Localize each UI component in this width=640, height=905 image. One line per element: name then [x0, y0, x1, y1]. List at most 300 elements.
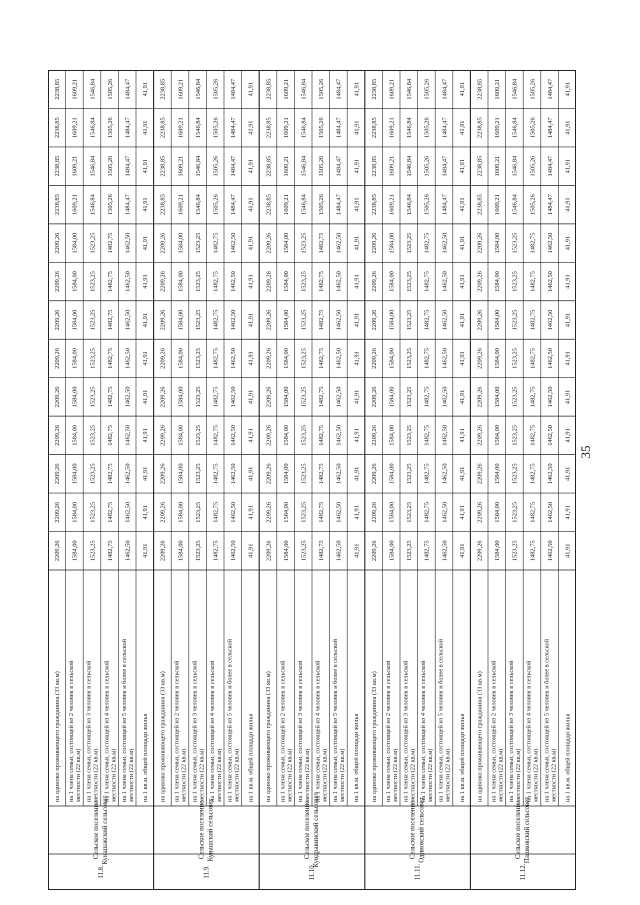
table-cell-value: 1523,25	[300, 540, 308, 562]
table-cell-value: 41,91	[564, 505, 572, 520]
table-cell-value: 41,91	[142, 466, 150, 482]
table-cell-value: 1609,21	[388, 117, 396, 139]
table-cell-value: 2209,26	[370, 348, 378, 369]
table-cell-value: 1584,00	[177, 386, 185, 408]
table-cell-value: 1462,50	[124, 271, 132, 292]
table-cell-value: 41,91	[142, 235, 150, 251]
table-cell-value: 2209,26	[159, 386, 167, 408]
table-cell-value: 1484,47	[546, 194, 554, 216]
table-cell-value: 1462,50	[546, 386, 554, 408]
settlement-name-line: Сельское поселение	[515, 800, 523, 860]
table-cell-value: 1482,75	[423, 501, 431, 523]
table-cell-value: 2209,26	[370, 463, 378, 485]
table-cell-value: 1462,50	[441, 348, 449, 369]
table-cell-value: 1505,26	[106, 155, 114, 177]
table-cell-value: 1462,50	[124, 348, 132, 369]
table-cell-value: 1546,84	[300, 78, 308, 100]
table-cell-value: 2209,26	[54, 501, 62, 523]
table-cell-value: 1609,21	[494, 194, 502, 216]
table-cell-value: 1505,26	[318, 155, 326, 177]
table-cell-value: 41,91	[458, 197, 466, 212]
row-label: местности (22 кв.м)	[303, 748, 311, 802]
table-cell-value: 1584,00	[71, 424, 79, 446]
table-cell-value: 1505,26	[212, 117, 220, 139]
table-cell-value: 1609,21	[177, 155, 185, 177]
table-cell-value: 41,91	[353, 389, 361, 405]
row-label: местности (22 кв.м)	[515, 748, 523, 802]
table-cell-value: 1584,00	[282, 540, 290, 562]
table-cell-value: 1505,26	[529, 117, 537, 139]
table-cell-value: 1482,75	[106, 232, 114, 254]
table-cell-value: 1505,26	[318, 78, 326, 100]
table-cell-value: 1462,50	[546, 271, 554, 292]
row-label: на 1 члена семьи, состоящей из 2 человек в сельской	[68, 660, 76, 802]
table-cell-value: 1482,75	[318, 309, 326, 331]
table-cell-value: 41,91	[142, 428, 150, 443]
table-cell-value: 1523,25	[194, 540, 202, 562]
table-cell-value: 41,91	[564, 312, 572, 328]
table-cell-value: 1482,75	[106, 271, 114, 292]
table-cell-value: 1505,26	[106, 78, 114, 100]
table-cell-value: 1462,50	[335, 424, 343, 446]
table-cell-value: 1584,00	[388, 309, 396, 331]
table-cell-value: 1523,25	[194, 501, 202, 523]
table-cell-value: 1584,00	[388, 386, 396, 408]
table-cell-value: 1462,50	[124, 424, 132, 446]
table-cell-value: 1484,47	[335, 155, 343, 177]
table-cell-value: 1523,25	[89, 348, 97, 369]
section-index: 11.9.	[203, 865, 211, 879]
table-cell-value: 2209,26	[159, 424, 167, 446]
table-cell-value: 1546,84	[511, 194, 519, 216]
table-cell-value: 1482,75	[423, 386, 431, 408]
table-cell-value: 1546,84	[194, 194, 202, 216]
table-cell-value: 1584,00	[282, 309, 290, 331]
table-cell-value: 1462,50	[335, 501, 343, 523]
table-cell-value: 1462,50	[546, 540, 554, 562]
table-cell-value: 1462,50	[441, 463, 449, 485]
table-cell-value: 1584,00	[177, 232, 185, 254]
table-cell-value: 2209,26	[159, 540, 167, 562]
settlement-name-line: Пашковский сельсовет	[524, 796, 532, 864]
page-number: 35	[578, 445, 593, 459]
table-cell-value: 1523,25	[194, 348, 202, 369]
table-cell-value: 41,91	[564, 120, 572, 135]
table-cell-value: 1482,75	[212, 540, 220, 562]
table-cell-value: 1482,75	[318, 271, 326, 292]
table-cell-value: 1609,21	[177, 117, 185, 139]
table-cell-value: 1462,50	[124, 309, 132, 331]
table-cell-value: 1462,50	[546, 501, 554, 523]
table-cell-value: 41,91	[353, 505, 361, 520]
row-label: на одиноко проживающего гражданина (33 кв.м)	[159, 671, 167, 802]
table-cell-value: 1584,00	[494, 232, 502, 254]
table-cell-value: 1523,25	[406, 271, 414, 292]
row-label: местности (22 кв.м)	[233, 748, 241, 802]
table-cell-value: 1584,00	[494, 348, 502, 369]
table-cell-value: 1584,00	[494, 540, 502, 562]
table-cell-value: 41,91	[564, 428, 572, 443]
row-label: местности (22 кв.м)	[550, 748, 558, 802]
row-label: на 1 члена семьи, состоящей из 4 человек в сельской	[103, 660, 111, 802]
row-label: на 1 кв.м. общей площади жилья	[142, 713, 149, 802]
table-cell-value: 41,91	[353, 428, 361, 443]
table-cell-value: 1584,00	[494, 501, 502, 523]
table-cell-value: 41,91	[458, 428, 466, 443]
table-cell-value: 1505,26	[212, 78, 220, 100]
table-cell-value: 1505,26	[423, 194, 431, 216]
row-label: местности (22 кв.м)	[321, 748, 329, 802]
table-cell-value: 1523,25	[194, 232, 202, 254]
table-cell-value: 1523,25	[89, 232, 97, 254]
row-label: местности (22 кв.м)	[339, 748, 347, 802]
table-cell-value: 41,91	[142, 389, 150, 405]
settlement-name-line: Сельское поселение	[198, 800, 206, 860]
table-cell-value: 1584,00	[282, 386, 290, 408]
settlement-name	[515, 797, 531, 863]
table-cell-value: 1523,25	[89, 540, 97, 562]
table-cell-value: 1523,25	[194, 386, 202, 408]
table-cell-value: 1482,75	[423, 540, 431, 562]
table-cell-value: 1482,75	[318, 232, 326, 254]
table-cell-value: 1523,25	[300, 386, 308, 408]
table-cell-value: 41,91	[564, 82, 572, 97]
table-cell-value: 1609,21	[282, 117, 290, 139]
row-label: местности (22 кв.м)	[110, 748, 118, 802]
table-cell-value: 1546,84	[406, 117, 414, 139]
table-cell-value: 2209,26	[476, 386, 484, 408]
table-cell-value: 2209,26	[54, 424, 62, 446]
table-cell-value: 1462,50	[335, 463, 343, 485]
table-cell-value: 41,91	[142, 120, 150, 135]
table-cell-value: 1546,84	[89, 78, 97, 100]
row-label: на одиноко проживающего гражданина (33 кв.м)	[265, 671, 273, 802]
table-cell-value: 41,91	[564, 197, 572, 212]
table-cell-value: 1462,50	[124, 463, 132, 485]
table-cell-value: 1462,50	[124, 540, 132, 562]
row-label: на 1 члена семьи, состоящей из 3 человек в сельской	[191, 660, 199, 802]
table-cell-value: 1482,75	[212, 309, 220, 331]
table-cell-value: 41,91	[247, 197, 255, 212]
table-cell-value: 1584,00	[494, 309, 502, 331]
table-cell-value: 1482,75	[529, 386, 537, 408]
table-cell-value: 1584,00	[71, 348, 79, 369]
table-cell-value: 1484,47	[335, 78, 343, 100]
table-cell-value: 1523,25	[511, 348, 519, 369]
table-cell-value: 41,91	[353, 312, 361, 328]
table-cell-value: 1584,00	[494, 386, 502, 408]
table-cell-value: 41,91	[353, 543, 361, 558]
table-cell-value: 41,91	[564, 466, 572, 482]
table-cell-value: 1523,25	[300, 348, 308, 369]
table-cell-value: 1462,50	[335, 232, 343, 254]
table-cell-value: 1505,26	[212, 155, 220, 177]
row-label: на 1 кв.м. общей площади жилья	[564, 713, 572, 802]
table-cell-value: 1482,75	[212, 424, 220, 446]
table-cell-value: 1482,75	[318, 424, 326, 446]
table-cell-value: 41,91	[458, 389, 466, 405]
table-cell-value: 1482,75	[529, 309, 537, 331]
table-cell-value: 1584,00	[282, 424, 290, 446]
table-cell-value: 1609,21	[282, 155, 290, 177]
table-cell-value: 1584,00	[177, 424, 185, 446]
table-cell-value: 1462,50	[335, 348, 343, 369]
row-label: на одиноко проживающего гражданина (33 кв.м)	[476, 671, 484, 802]
row-label: на 1 кв.м. общей площади жилья	[247, 713, 255, 802]
table-cell-value: 1523,25	[300, 271, 308, 292]
table-cell-value: 41,91	[247, 82, 255, 97]
table-cell-value: 1484,47	[230, 155, 238, 177]
table-cell-value: 41,91	[247, 158, 255, 174]
table-cell-value: 1505,26	[423, 78, 431, 100]
table-cell-value: 1546,84	[300, 117, 308, 139]
table-cell-value: 1523,25	[89, 386, 97, 408]
table-cell-value: 1462,50	[546, 232, 554, 254]
table-cell-value: 41,91	[458, 120, 466, 135]
settlement-name-line: Кунашский сельсовет	[207, 798, 215, 862]
table-cell-value: 41,91	[142, 274, 150, 289]
table-cell-value: 2209,26	[370, 386, 378, 408]
row-label: на 1 кв.м. общей площади жилья	[458, 713, 466, 802]
table-cell-value: 1484,47	[124, 194, 132, 216]
table-cell-value: 2238,85	[370, 194, 378, 216]
table-cell-value: 1546,84	[511, 155, 519, 177]
table-cell-value: 1523,25	[406, 348, 414, 369]
table-cell-value: 1462,50	[335, 309, 343, 331]
table-cell-value: 1482,75	[106, 463, 114, 485]
table-cell-value: 1482,75	[529, 463, 537, 485]
table-cell-value: 2209,26	[159, 463, 167, 485]
table-cell-value: 1609,21	[494, 117, 502, 139]
settlement-name	[410, 797, 426, 863]
section-index: 11.12.	[520, 863, 528, 881]
table-cell-value: 1482,75	[423, 424, 431, 446]
table-cell-value: 1584,00	[71, 271, 79, 292]
table-cell-value: 41,91	[247, 351, 255, 366]
table-cell-value: 1584,00	[388, 501, 396, 523]
table-cell-value: 41,91	[353, 466, 361, 482]
tariff-table-grid	[48, 70, 576, 890]
tariff-table	[48, 70, 576, 890]
row-label: на 1 члена семьи, состоящей из 5 человек и более в сельской	[120, 639, 128, 802]
table-cell-value: 2238,85	[476, 117, 484, 139]
table-cell-value: 1546,84	[194, 155, 202, 177]
table-cell-value: 1462,50	[546, 463, 554, 485]
row-label: на 1 члена семьи, состоящей из 4 человек в сельской	[525, 660, 533, 802]
table-cell-value: 1584,00	[177, 348, 185, 369]
table-cell-value: 1482,75	[212, 271, 220, 292]
table-cell-value: 2238,85	[159, 117, 167, 139]
table-cell-value: 1523,25	[511, 424, 519, 446]
table-cell-value: 1609,21	[494, 155, 502, 177]
table-cell-value: 2238,85	[54, 117, 62, 139]
row-label: на 1 члена семьи, состоящей из 3 человек в сельской	[508, 660, 516, 802]
table-cell-value: 41,91	[353, 120, 361, 135]
table-cell-value: 1484,47	[335, 194, 343, 216]
table-cell-value: 1609,21	[71, 117, 79, 139]
table-cell-value: 2238,85	[54, 78, 62, 100]
table-cell-value: 1482,75	[318, 386, 326, 408]
table-cell-value: 1523,25	[511, 540, 519, 562]
row-label: местности (22 кв.м)	[180, 748, 188, 802]
table-cell-value: 41,91	[458, 82, 466, 97]
table-cell-value: 1523,25	[406, 424, 414, 446]
table-cell-value: 41,91	[353, 274, 361, 289]
table-cell-value: 2209,26	[54, 309, 62, 331]
table-cell-value: 1482,75	[529, 271, 537, 292]
table-cell-value: 1505,26	[212, 194, 220, 216]
table-cell-value: 1584,00	[388, 424, 396, 446]
table-cell-value: 1462,50	[546, 309, 554, 331]
row-label: на 1 члена семьи, состоящей из 3 человек в сельской	[296, 660, 304, 802]
table-cell-value: 1546,84	[511, 117, 519, 139]
table-cell-value: 2238,85	[370, 78, 378, 100]
table-cell-value: 1609,21	[388, 155, 396, 177]
table-cell-value: 41,91	[564, 351, 572, 366]
table-cell-value: 1484,47	[441, 194, 449, 216]
table-cell-value: 1484,47	[441, 78, 449, 100]
row-label: на 1 кв.м. общей площади жилья	[353, 713, 361, 802]
table-cell-value: 2209,26	[265, 540, 273, 562]
table-cell-value: 2209,26	[476, 309, 484, 331]
table-cell-value: 2209,26	[54, 463, 62, 485]
table-cell-value: 1584,00	[71, 463, 79, 485]
table-cell-value: 2238,85	[370, 155, 378, 177]
table-cell-value: 1584,00	[71, 540, 79, 562]
row-label: местности (22 кв.м)	[127, 748, 135, 802]
table-cell-value: 2209,26	[476, 271, 484, 292]
table-cell-value: 1482,75	[318, 501, 326, 523]
table-cell-value: 1484,47	[441, 155, 449, 177]
table-cell-value: 1505,26	[106, 194, 114, 216]
table-cell-value: 1462,50	[230, 271, 238, 292]
table-cell-value: 2209,26	[476, 348, 484, 369]
table-cell-value: 1462,50	[441, 540, 449, 562]
table-cell-value: 1609,21	[71, 155, 79, 177]
row-label: местности (22 кв.м)	[409, 748, 417, 802]
table-cell-value: 41,91	[142, 82, 150, 97]
table-cell-value: 1462,50	[441, 386, 449, 408]
table-cell-value: 41,91	[247, 120, 255, 135]
table-cell-value: 41,91	[564, 235, 572, 251]
table-cell-value: 1462,50	[124, 386, 132, 408]
row-label: местности (22 кв.м)	[427, 748, 435, 802]
table-cell-value: 41,91	[247, 543, 255, 558]
table-cell-value: 2238,85	[159, 78, 167, 100]
table-cell-value: 1523,25	[300, 309, 308, 331]
table-cell-value: 1609,21	[388, 78, 396, 100]
table-cell-value: 1462,50	[546, 348, 554, 369]
table-cell-value: 2238,85	[159, 155, 167, 177]
table-cell-value: 1462,50	[230, 501, 238, 523]
table-cell-value: 41,91	[247, 274, 255, 289]
table-cell-value: 1505,26	[529, 78, 537, 100]
table-cell-value: 1482,75	[423, 309, 431, 331]
table-cell-value: 1609,21	[388, 194, 396, 216]
table-cell-value: 1523,25	[511, 271, 519, 292]
row-label: на 1 члена семьи, состоящей из 5 человек и более в сельской	[332, 639, 340, 802]
table-cell-value: 1482,75	[212, 232, 220, 254]
table-cell-value: 2209,26	[476, 463, 484, 485]
table-cell-value: 1482,75	[106, 540, 114, 562]
row-label: на одиноко проживающего гражданина (33 кв.м)	[370, 671, 378, 802]
table-cell-value: 1523,25	[194, 271, 202, 292]
table-cell-value: 2209,26	[54, 348, 62, 369]
table-cell-value: 1609,21	[494, 78, 502, 100]
table-cell-value: 1505,26	[529, 194, 537, 216]
section-index: 11.8.	[97, 865, 105, 879]
table-cell-value: 2209,26	[265, 501, 273, 523]
table-cell-value: 1584,00	[494, 424, 502, 446]
table-cell-value: 1462,50	[441, 501, 449, 523]
table-cell-value: 1484,47	[546, 117, 554, 139]
table-cell-value: 2209,26	[159, 271, 167, 292]
table-cell-value: 1462,50	[441, 232, 449, 254]
table-cell-value: 41,91	[247, 505, 255, 520]
table-cell-value: 1523,25	[511, 463, 519, 485]
table-cell-value: 1482,75	[529, 540, 537, 562]
table-cell-value: 1482,75	[318, 540, 326, 562]
table-cell-value: 2209,26	[54, 232, 62, 254]
table-cell-value: 41,91	[353, 235, 361, 251]
table-cell-value: 2209,26	[159, 348, 167, 369]
table-cell-value: 1523,25	[511, 501, 519, 523]
table-cell-value: 41,91	[564, 543, 572, 558]
table-cell-value: 41,91	[564, 274, 572, 289]
table-cell-value: 1482,75	[423, 348, 431, 369]
table-cell-value: 2209,26	[476, 540, 484, 562]
table-cell-value: 1505,26	[529, 155, 537, 177]
table-cell-value: 41,91	[353, 82, 361, 97]
table-cell-value: 2209,26	[159, 232, 167, 254]
row-label: на 1 члена семьи, состоящей из 3 человек в сельской	[85, 660, 93, 802]
table-cell-value: 1523,25	[89, 424, 97, 446]
section-index: 11.11.	[414, 863, 422, 881]
row-label: на 1 члена семьи, состоящей из 2 человек в сельской	[173, 660, 181, 802]
table-cell-value: 1523,25	[300, 501, 308, 523]
table-cell-value: 2238,85	[476, 78, 484, 100]
table-cell-value: 1484,47	[230, 194, 238, 216]
table-cell-value: 2209,26	[476, 232, 484, 254]
table-cell-value: 1584,00	[282, 348, 290, 369]
table-cell-value: 1523,25	[406, 386, 414, 408]
table-cell-value: 2209,26	[476, 501, 484, 523]
table-cell-value: 1523,25	[511, 309, 519, 331]
table-cell-value: 41,91	[142, 543, 150, 558]
table-cell-value: 2209,26	[370, 271, 378, 292]
table-cell-value: 1546,84	[89, 155, 97, 177]
table-cell-value: 41,91	[142, 351, 150, 366]
table-cell-value: 1523,25	[194, 309, 202, 331]
table-cell-value: 1609,21	[71, 194, 79, 216]
table-cell-value: 2209,26	[265, 309, 273, 331]
table-cell-value: 1584,00	[177, 501, 185, 523]
table-cell-value: 2238,85	[265, 155, 273, 177]
table-cell-value: 1462,50	[230, 540, 238, 562]
table-cell-value: 1523,25	[194, 463, 202, 485]
table-cell-value: 1584,00	[388, 271, 396, 292]
settlement-name-line: Сельское поселение	[409, 800, 417, 860]
table-cell-value: 1462,50	[230, 309, 238, 331]
table-cell-value: 1523,25	[300, 463, 308, 485]
table-cell-value: 1609,21	[177, 78, 185, 100]
table-cell-value: 1505,26	[423, 117, 431, 139]
table-cell-value: 41,91	[142, 197, 150, 212]
table-cell-value: 1462,50	[230, 386, 238, 408]
table-cell-value: 1482,75	[212, 463, 220, 485]
table-cell-value: 1462,50	[124, 232, 132, 254]
table-cell-value: 1462,50	[441, 424, 449, 446]
